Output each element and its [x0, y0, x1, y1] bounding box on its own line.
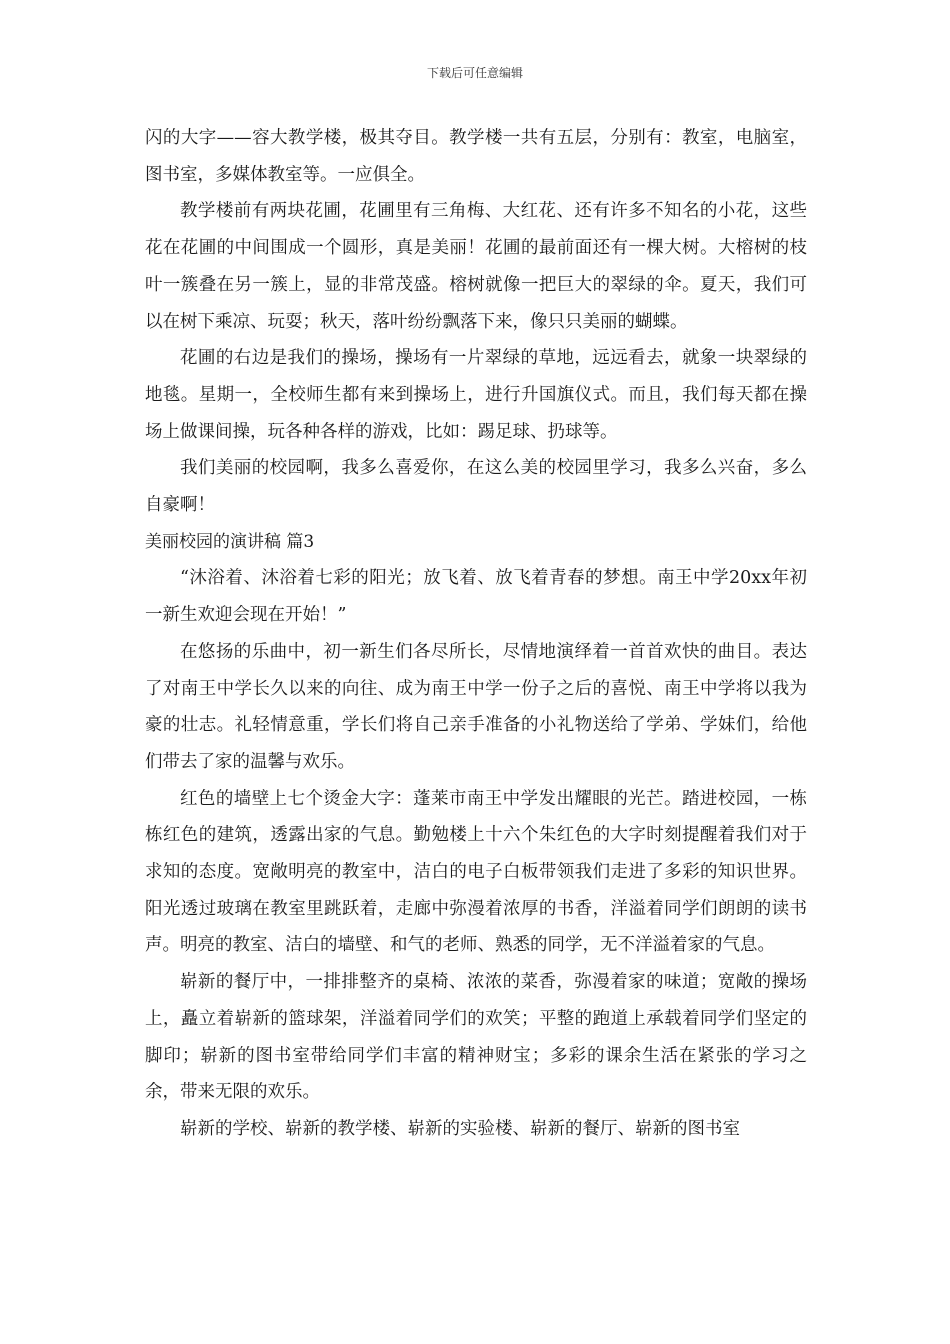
paragraph-9: 崭新的学校、崭新的教学楼、崭新的实验楼、崭新的餐厅、崭新的图书室 — [180, 1118, 740, 1139]
paragraph-2: 教学楼前有两块花圃，花圃里有三角梅、大红花、还有许多不知名的小花，这些花在花圃的中间围成一个圆形，真是美丽！花圃的最前面还有一棵大树。大榕树的枝叶一簇叠在另一簇上，显的非常茂盛。榕树就像一把巨大的翠绿的伞。夏天，我们可以在树下乘凉、玩耍；秋天，落叶纷纷飘落下来，像只只美丽的蝴蝶。 — [145, 201, 807, 332]
section-heading: 美丽校园的演讲稿 篇3 — [145, 531, 315, 552]
paragraph-5: “沐浴着、沐浴着七彩的阳光；放飞着、放飞着青春的梦想。南王中学20xx年初一新生欢迎会现在开始！” — [145, 568, 807, 626]
paragraph-1: 闪的大字——容大教学楼，极其夺目。教学楼一共有五层，分别有：教室，电脑室，图书室，多媒体教室等。一应俱全。 — [145, 128, 807, 185]
paragraph-8: 崭新的餐厅中，一排排整齐的桌椅、浓浓的菜香，弥漫着家的味道；宽敞的操场上，矗立着崭新的篮球架，洋溢着同学们的欢笑；平整的跑道上承载着同学们坚定的脚印；崭新的图书室带给同学们丰富的精神财宝；多彩的课余生活在紧张的学习之余，带来无限的欢乐。 — [145, 972, 807, 1103]
header-note: 下载后可任意编辑 — [426, 66, 523, 80]
paragraph-7: 红色的墙壁上七个烫金大字：蓬莱市南王中学发出耀眼的光芒。踏进校园，一栋栋红色的建筑，透露出家的气息。勤勉楼上十六个朱红色的大字时刻提醒着我们对于求知的态度。宽敞明亮的教室中，洁白的电子白板带领我们走进了多彩的知识世界。阳光透过玻璃在教室里跳跃着，走廊中弥漫着浓厚的书香，洋溢着同学们朗朗的读书声。明亮的教室、洁白的墙壁、和气的老师、熟悉的同学，无不洋溢着家的气息。 — [145, 788, 807, 956]
document-body — [145, 120, 807, 1148]
paragraph-4: 我们美丽的校园啊，我多么喜爱你，在这么美的校园里学习，我多么兴奋，多么自豪啊！ — [145, 458, 807, 516]
paragraph-6: 在悠扬的乐曲中，初一新生们各尽所长，尽情地演绎着一首首欢快的曲目。表达了对南王中学长久以来的向往、成为南王中学一份子之后的喜悦、南王中学将以我为豪的壮志。礼轻情意重，学长们将自己亲手准备的小礼物送给了学弟、学妹们，给他们带去了家的温馨与欢乐。 — [145, 641, 807, 772]
paragraph-3: 花圃的右边是我们的操场，操场有一片翠绿的草地，远远看去，就象一块翠绿的地毯。星期一，全校师生都有来到操场上，进行升国旗仪式。而且，我们每天都在操场上做课间操，玩各种各样的游戏，比如：踢足球、扔球等。 — [145, 348, 807, 442]
